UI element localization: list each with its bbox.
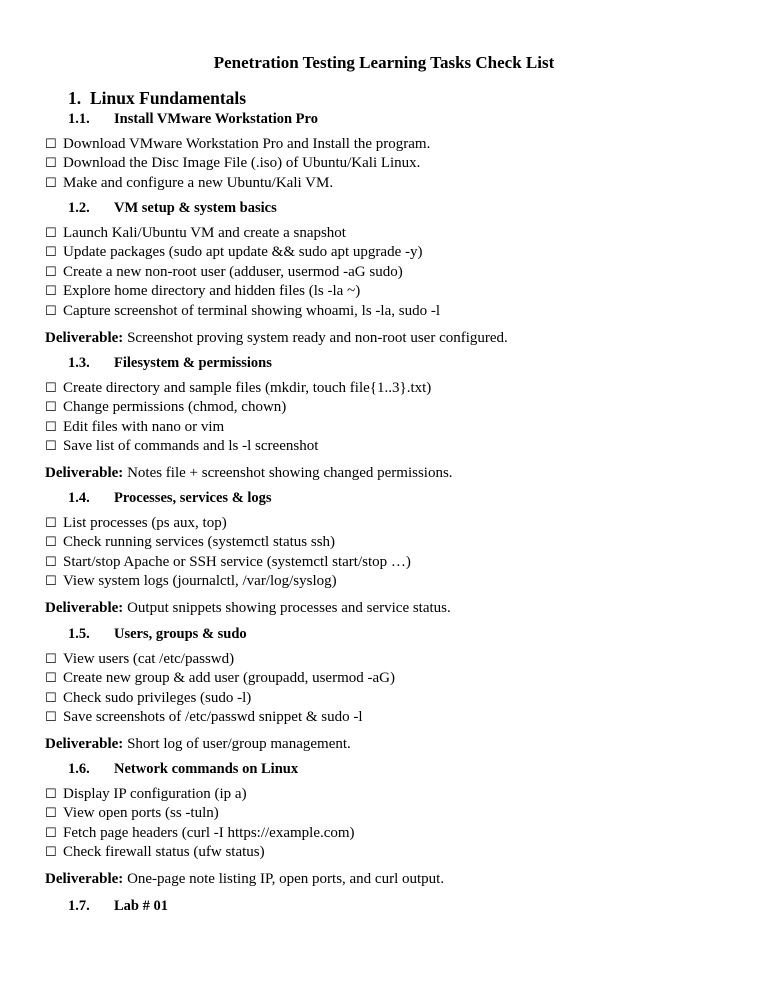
checklist-item[interactable]: ☐ Launch Kali/Ubuntu VM and create a snapshot	[45, 224, 440, 243]
checkbox-icon[interactable]: ☐	[45, 303, 57, 319]
checkbox-icon[interactable]: ☐	[45, 264, 57, 280]
checklist-item[interactable]: ☐ View users (cat /etc/passwd)	[45, 650, 395, 669]
checkbox-icon[interactable]: ☐	[45, 400, 57, 416]
checklist-item[interactable]: ☐ Update packages (sudo apt update && sudo apt upgrade -y)	[45, 243, 440, 262]
section-heading	[68, 88, 246, 108]
checklist-item[interactable]: ☐ Check sudo privileges (sudo -l)	[45, 689, 395, 708]
checklist-item[interactable]: ☐ List processes (ps aux, top)	[45, 514, 411, 533]
checkbox-icon[interactable]: ☐	[45, 226, 57, 241]
checklist-item[interactable]: ☐ View open ports (ss -tuln)	[45, 804, 355, 823]
checklist-item[interactable]: ☐ Download VMware Workstation Pro and Install the program.	[45, 135, 430, 154]
checkbox-icon[interactable]: ☐	[45, 156, 57, 172]
checklist-item[interactable]: ☐ Save screenshots of /etc/passwd snippet & sudo -l	[45, 708, 395, 727]
deliverable-1-6: Deliverable: One-page note listing IP, open ports, and curl output.	[45, 871, 445, 887]
checkbox-icon[interactable]: ☐	[45, 806, 57, 822]
checkbox-icon[interactable]: ☐	[45, 710, 57, 726]
checkbox-icon[interactable]: ☐	[45, 787, 57, 802]
deliverable-1-2: Deliverable: Screenshot proving system ready and non-root user configured.	[45, 330, 508, 346]
deliverable-label: Deliverable:	[45, 330, 124, 346]
checklist-1-1	[45, 135, 430, 193]
deliverable-label: Deliverable:	[45, 736, 124, 752]
checkbox-icon[interactable]: ☐	[45, 137, 57, 152]
checklist-item[interactable]: ☐ Create a new non-root user (adduser, usermod -aG sudo)	[45, 263, 440, 282]
checklist-item[interactable]: ☐ Save list of commands and ls -l screenshot	[45, 437, 431, 456]
checkbox-icon[interactable]: ☐	[45, 381, 57, 396]
checklist-item[interactable]: ☐ Start/stop Apache or SSH service (systemctl start/stop …)	[45, 553, 411, 572]
checklist-item[interactable]: ☐ Explore home directory and hidden files (ls -la ~)	[45, 282, 440, 301]
subsection-heading-1-3: 1.3. Filesystem & permissions	[68, 355, 272, 371]
checklist-item[interactable]: ☐ Create directory and sample files (mkdir, touch file{1..3}.txt)	[45, 379, 431, 398]
checklist-item[interactable]: ☐ Check running services (systemctl status ssh)	[45, 533, 411, 552]
deliverable-label: Deliverable:	[45, 600, 124, 616]
checklist-item[interactable]: ☐ Edit files with nano or vim	[45, 418, 431, 437]
checklist-item[interactable]: ☐ Fetch page headers (curl -I https://example.com)	[45, 824, 355, 843]
subsection-heading-1-7: 1.7. Lab # 01	[68, 898, 168, 914]
checkbox-icon[interactable]: ☐	[45, 845, 57, 861]
subsection-heading-1-2: 1.2. VM setup & system basics	[68, 200, 277, 216]
checklist-1-2	[45, 224, 440, 321]
checklist-1-4	[45, 514, 411, 592]
subsection-heading-1-1: 1.1. Install VMware Workstation Pro	[68, 111, 318, 127]
checkbox-icon[interactable]: ☐	[45, 419, 57, 435]
subsection-heading-1-5: 1.5. Users, groups & sudo	[68, 626, 247, 642]
checklist-1-3	[45, 379, 431, 457]
checklist-item[interactable]: ☐ Check firewall status (ufw status)	[45, 843, 355, 862]
checkbox-icon[interactable]: ☐	[45, 671, 57, 687]
checkbox-icon[interactable]: ☐	[45, 825, 57, 841]
deliverable-label: Deliverable:	[45, 465, 124, 481]
checklist-item[interactable]: ☐ Display IP configuration (ip a)	[45, 785, 355, 804]
page-title: Penetration Testing Learning Tasks Check List	[213, 53, 555, 72]
checkbox-icon[interactable]: ☐	[45, 574, 57, 590]
checkbox-icon[interactable]: ☐	[45, 516, 57, 531]
checkbox-icon[interactable]: ☐	[45, 652, 57, 667]
checkbox-icon[interactable]: ☐	[45, 690, 57, 706]
section-title: Linux Fundamentals	[90, 88, 247, 108]
checkbox-icon[interactable]: ☐	[45, 535, 57, 551]
checklist-item[interactable]: ☐ Change permissions (chmod, chown)	[45, 398, 431, 417]
checklist-item[interactable]: ☐ Create new group & add user (groupadd, usermod -aG)	[45, 669, 395, 688]
deliverable-1-4: Deliverable: Output snippets showing processes and service status.	[45, 600, 451, 616]
checklist-1-6	[45, 785, 355, 863]
checkbox-icon[interactable]: ☐	[45, 245, 57, 261]
checklist-item[interactable]: ☐ Download the Disc Image File (.iso) of Ubuntu/Kali Linux.	[45, 154, 430, 173]
checklist-item[interactable]: ☐ Make and configure a new Ubuntu/Kali VM.	[45, 174, 430, 193]
section-number: 1.	[68, 88, 82, 108]
checklist-item[interactable]: ☐ Capture screenshot of terminal showing whoami, ls -la, sudo -l	[45, 302, 440, 321]
subsection-heading-1-6: 1.6. Network commands on Linux	[68, 761, 299, 777]
subsection-heading-1-4: 1.4. Processes, services & logs	[68, 490, 272, 506]
checklist-item[interactable]: ☐ View system logs (journalctl, /var/log/syslog)	[45, 572, 411, 591]
checkbox-icon[interactable]: ☐	[45, 175, 57, 191]
checkbox-icon[interactable]: ☐	[45, 439, 57, 455]
deliverable-1-5: Deliverable: Short log of user/group management.	[45, 736, 351, 752]
checkbox-icon[interactable]: ☐	[45, 284, 57, 300]
deliverable-label: Deliverable:	[45, 871, 124, 887]
checkbox-icon[interactable]: ☐	[45, 554, 57, 570]
checklist-1-5	[45, 650, 395, 728]
deliverable-1-3: Deliverable: Notes file + screenshot showing changed permissions.	[45, 465, 453, 481]
